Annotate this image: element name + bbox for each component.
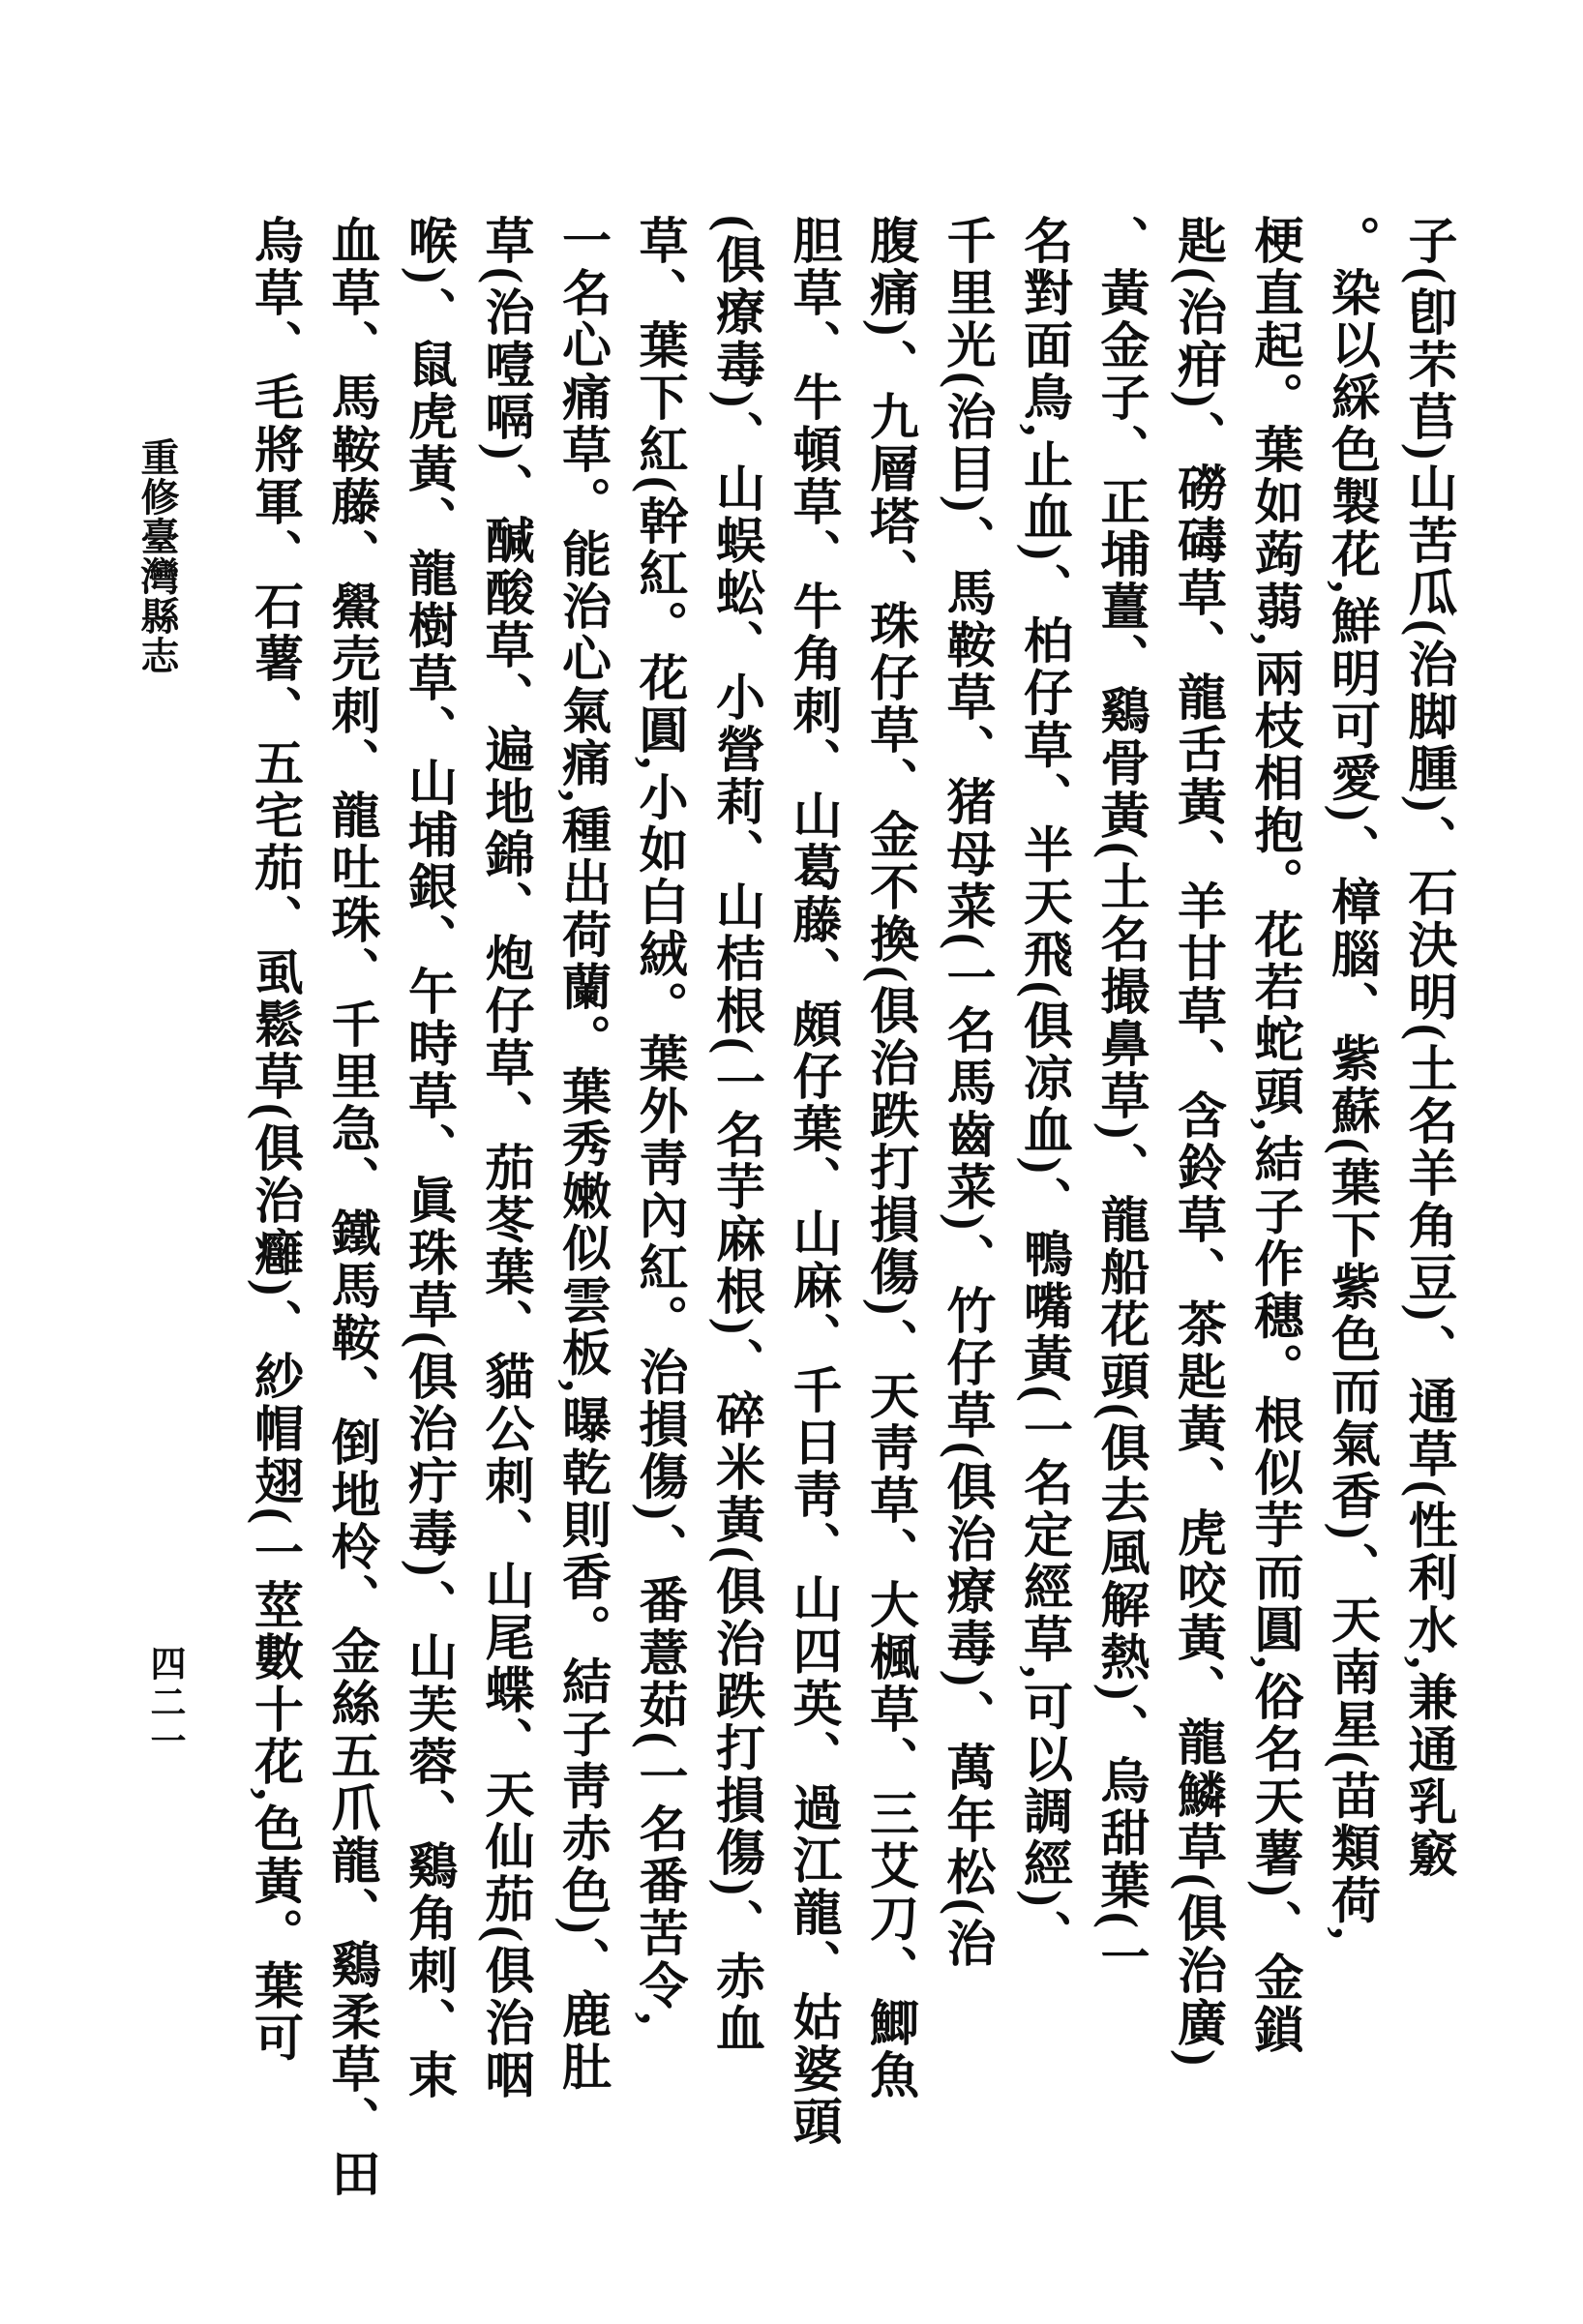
page-number: 四二一 xyxy=(144,1645,184,1761)
text-column: (俱療毒)、山蜈蚣、小營莉、山桔根(一名芋麻根)、碎米黃(俱治跌打損傷)、赤血 xyxy=(707,215,762,2055)
text-column: 草、葉下紅(幹紅。花圓,小如白絨。葉外靑內紅。治損傷)、番薏茹(一名番苦令, xyxy=(631,215,685,2028)
text-block xyxy=(230,215,1465,2218)
text-column: 烏草、毛將軍、石薯、五宅茄、虱鬆草(俱治癰)、紗帽翅(一莖數十花,色黃。葉可 xyxy=(246,215,301,2065)
text-column: 喉)、鼠虎黃、龍樹草、山埔銀、午時草、眞珠草(俱治疔毒)、山芙蓉、鷄角刺、束 xyxy=(400,215,455,2101)
text-column: 一名心痛草。能治心氣痛,種出荷蘭。葉秀嫩似雲板,曝乾則香。結子靑赤色)、鹿肚 xyxy=(553,215,609,2094)
text-column: 血草、馬鞍藤、鱟売刺、龍吐珠、千里急、鐵馬鞍、倒地柃、金絲五爪龍、鷄柔草、田 xyxy=(323,215,377,2200)
text-column: 草(治噎嗝)、醎酸草、遍地錦、炮仔草、茄苳葉、貓公刺、山尾蝶、天仙茄(俱治咽 xyxy=(477,215,531,2101)
book-title: 重修臺灣縣志 xyxy=(135,437,179,675)
text-column: 胆草、牛頓草、牛角刺、山葛藤、頗仔葉、山麻、千日靑、山四英、過江龍、姑婆頭 xyxy=(785,215,839,2148)
text-column: 梗直起。葉如蒟蒻,兩枝相抱。花若蛇頭,結子作穗。根似芋而圓,俗名天薯)、金鎖 xyxy=(1246,215,1300,2057)
text-column: 千里光(治目)、馬鞍草、猪母菜(一名馬齒菜)、竹仔草(俱治療毒)、萬年松(治 xyxy=(939,215,993,1970)
text-column: 、黃金子、正埔薑、鷄骨黃(土名撮鼻草)、龍船花頭(俱去風解熱)、烏甜葉(一 xyxy=(1092,215,1147,1983)
text-column: 匙(治疳)、磱碡草、龍舌黃、羊甘草、含鈴草、茶匙黃、虎咬黃、龍鱗草(俱治廣) xyxy=(1169,215,1224,2069)
text-column: 。染以綵色製花,鮮明可愛)、樟腦、紫蘇(葉下紫色而氣香)、天南星(苗類荷, xyxy=(1323,215,1378,1943)
text-column: 名對面鳥,止血)、柏仔草、半天飛(俱凉血)、鴨嘴黃(一名定經草,可以調經)、 xyxy=(1015,215,1070,1962)
text-column: 子(卽芣苢)山苦瓜(治脚腫)、石決明(土名羊角豆)、通草(性利水,兼通乳竅 xyxy=(1400,215,1454,1881)
text-column: 腹痛)、九層塔、珠仔草、金不換(俱治跌打損傷)、天靑草、大楓草、三艾刀、鯽魚 xyxy=(861,215,916,2101)
